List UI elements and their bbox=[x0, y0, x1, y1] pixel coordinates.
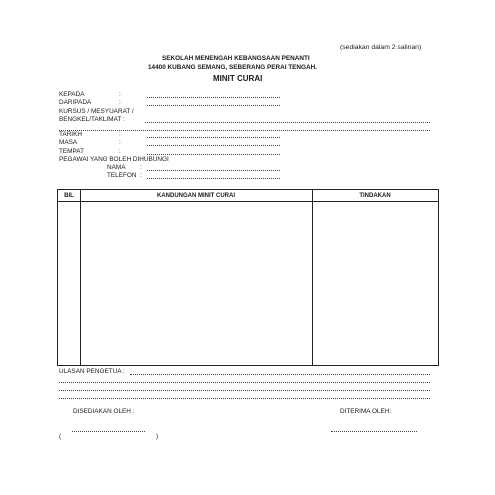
field-kursus-line-1[interactable] bbox=[145, 122, 430, 123]
label-nama: NAMA bbox=[107, 164, 126, 171]
field-daripada-line[interactable] bbox=[147, 105, 280, 106]
field-nama-line[interactable] bbox=[147, 170, 280, 171]
cell-bil[interactable] bbox=[58, 201, 80, 365]
label-ulasan: ULASAN PENGETUA : bbox=[59, 368, 125, 375]
field-telefon-line[interactable] bbox=[147, 178, 280, 179]
colon: : bbox=[119, 99, 121, 106]
colon: : bbox=[119, 139, 121, 146]
ulasan-line-3[interactable] bbox=[59, 390, 430, 391]
colon: : bbox=[140, 164, 142, 171]
col-kandungan: KANDUNGAN MINIT CURAI bbox=[157, 192, 235, 199]
signature-line-received[interactable] bbox=[331, 431, 417, 432]
minutes-table bbox=[57, 189, 439, 366]
cell-kandungan[interactable] bbox=[81, 201, 312, 365]
field-masa-line[interactable] bbox=[147, 145, 280, 146]
page-title: MINIT CURAI bbox=[213, 74, 263, 83]
label-daripada: DARIPADA bbox=[59, 99, 92, 106]
cell-tindakan[interactable] bbox=[313, 201, 438, 365]
field-tempat-line[interactable] bbox=[147, 154, 280, 155]
copies-note: (sediakan dalam 2 salinan) bbox=[340, 44, 422, 51]
label-disediakan: DISEDIAKAN OLEH : bbox=[73, 408, 135, 415]
col-tindakan: TINDAKAN bbox=[359, 192, 391, 199]
ulasan-line-1[interactable] bbox=[130, 374, 430, 375]
paren-open: ( bbox=[59, 433, 62, 440]
label-bengkel: BENGKEL/TAKLIMAT : bbox=[59, 116, 125, 123]
school-name: SEKOLAH MENENGAH KEBANGSAAN PENANTI bbox=[162, 55, 310, 62]
label-pegawai: PEGAWAI YANG BOLEH DIHUBUNGI bbox=[59, 156, 169, 163]
label-diterima: DITERIMA OLEH: bbox=[340, 408, 392, 415]
col-bil: BIL bbox=[64, 192, 74, 199]
label-masa: MASA bbox=[59, 139, 78, 146]
label-kepada: KEPADA bbox=[59, 91, 85, 98]
paren-close: ) bbox=[156, 433, 159, 440]
school-address: 14400 KUBANG SEMANG, SEBERANG PERAI TENGAH. bbox=[148, 64, 318, 71]
field-kursus-line-2[interactable] bbox=[59, 130, 430, 131]
colon: : bbox=[119, 91, 121, 98]
ulasan-line-2[interactable] bbox=[59, 382, 430, 383]
signature-line-prepared[interactable] bbox=[72, 431, 145, 432]
field-tarikh-line[interactable] bbox=[147, 137, 280, 138]
ulasan-line-4[interactable] bbox=[59, 398, 430, 399]
label-telefon: TELEFON bbox=[107, 172, 137, 179]
colon: : bbox=[140, 172, 142, 179]
field-kepada-line[interactable] bbox=[147, 97, 280, 98]
colon: : bbox=[119, 131, 121, 138]
label-tempat: TEMPAT bbox=[59, 148, 84, 155]
label-tarikh: TARIKH bbox=[59, 131, 82, 138]
label-kursus: KURSUS / MESYUARAT / bbox=[59, 108, 134, 115]
colon: : bbox=[119, 148, 121, 155]
